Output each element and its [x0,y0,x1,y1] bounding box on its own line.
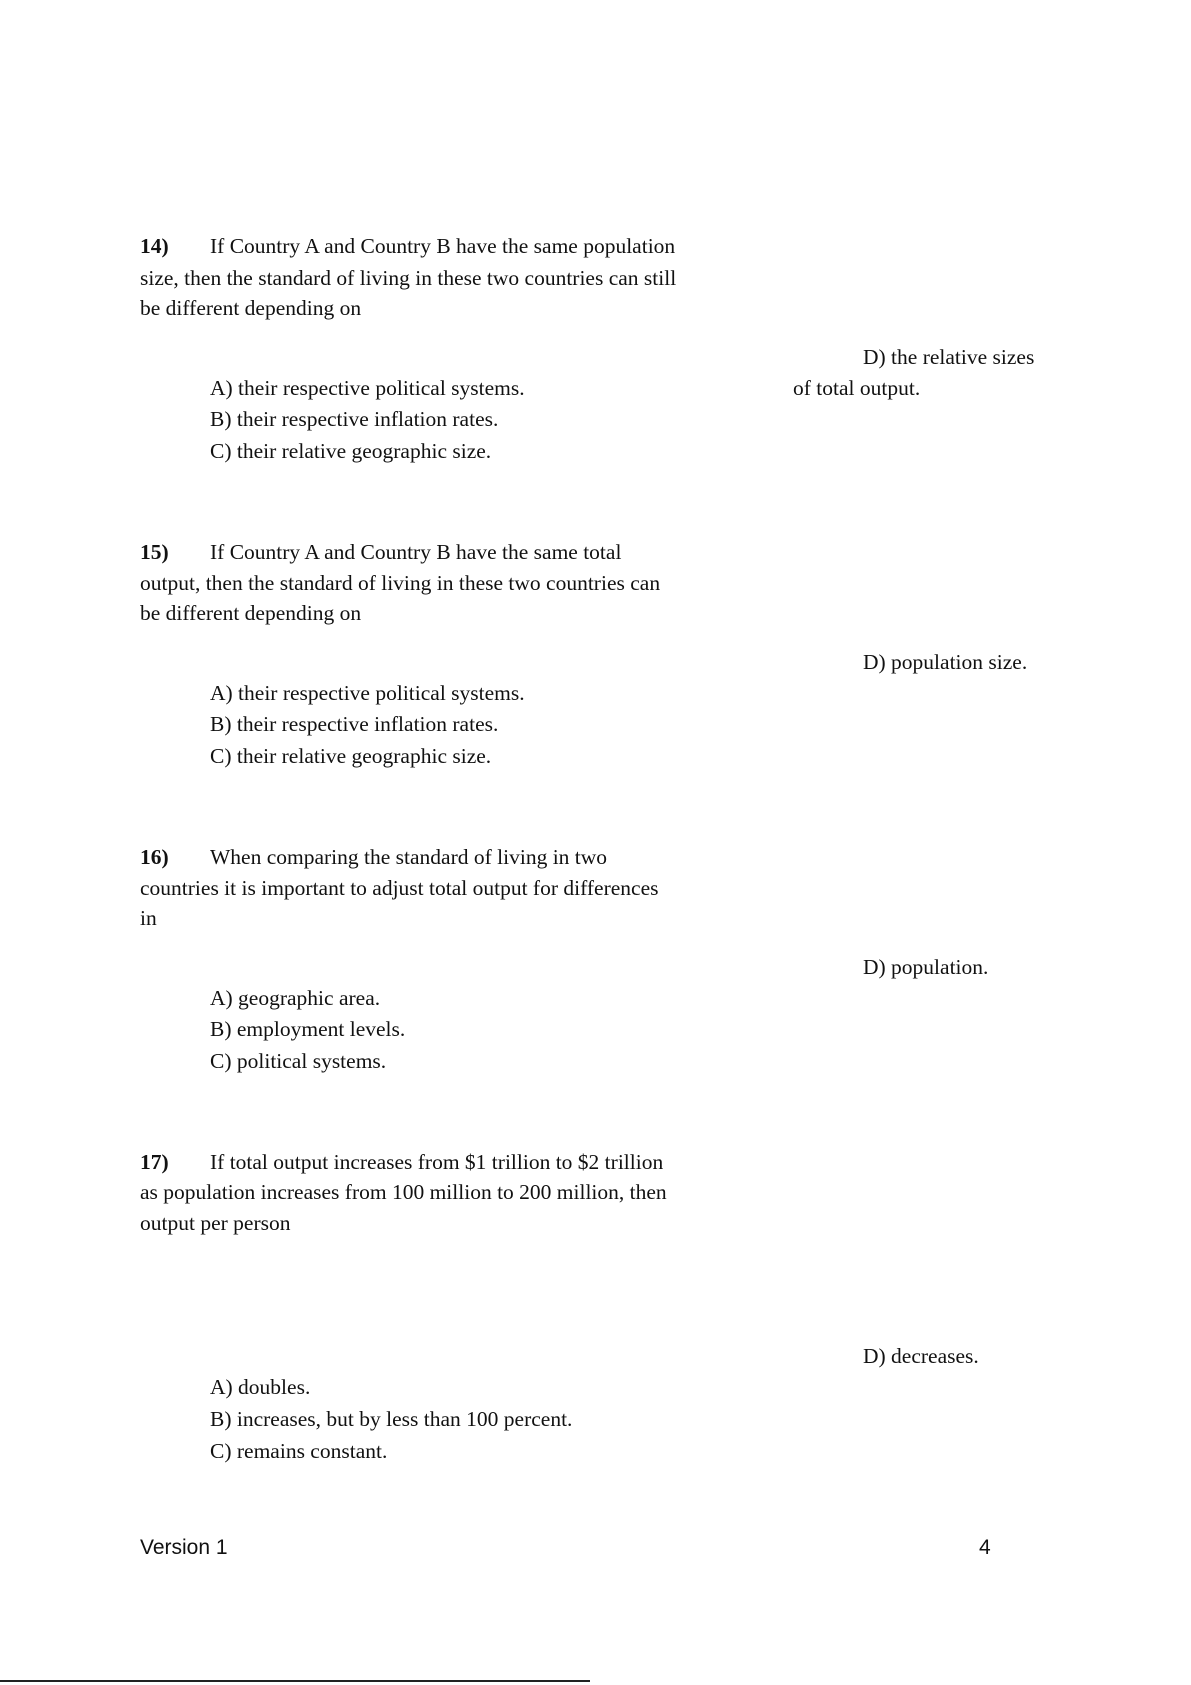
answer-option-c: C) political systems. [210,1049,387,1073]
question-text-line: If Country A and Country B have the same total [210,540,622,564]
question-text-line: If Country A and Country B have the same population [210,234,676,258]
page-bottom-rule [0,1680,590,1682]
question-text-line: countries it is important to adjust total output for differences [140,876,659,900]
answer-option-c: C) their relative geographic size. [210,744,492,768]
question-text-line: If total output increases from $1 trillion to $2 trillion [210,1150,664,1174]
answer-option-d: D) population size. [863,650,1028,674]
answer-option-d-continued: of total output. [793,376,921,400]
answer-option-d: D) population. [863,955,989,979]
question-text-line: be different depending on [140,601,362,625]
answer-option-b: B) increases, but by less than 100 percent. [210,1407,573,1431]
footer-page-number: 4 [979,1536,991,1559]
answer-option-b: B) employment levels. [210,1017,406,1041]
question-text-line: output per person [140,1211,291,1235]
question-number: 14) [140,234,169,258]
answer-option-d: D) decreases. [863,1344,979,1368]
question-text-line: in [140,906,157,930]
answer-option-c: C) their relative geographic size. [210,439,492,463]
answer-option-b: B) their respective inflation rates. [210,407,499,431]
answer-option-d: D) the relative sizes [863,345,1035,369]
question-text-line: output, then the standard of living in these two countries can [140,571,661,595]
answer-option-a: A) their respective political systems. [210,376,525,400]
footer-version: Version 1 [140,1536,228,1559]
answer-option-c: C) remains constant. [210,1439,388,1463]
answer-option-a: A) geographic area. [210,986,381,1010]
question-number: 16) [140,845,169,869]
question-text-line: be different depending on [140,296,362,320]
question-number: 15) [140,540,169,564]
question-text-line: size, then the standard of living in these two countries can still [140,266,677,290]
answer-option-a: A) their respective political systems. [210,681,525,705]
answer-option-b: B) their respective inflation rates. [210,712,499,736]
question-text-line: as population increases from 100 million to 200 million, then [140,1180,667,1204]
question-text-line: When comparing the standard of living in two [210,845,608,869]
question-number: 17) [140,1150,169,1174]
answer-option-a: A) doubles. [210,1375,311,1399]
